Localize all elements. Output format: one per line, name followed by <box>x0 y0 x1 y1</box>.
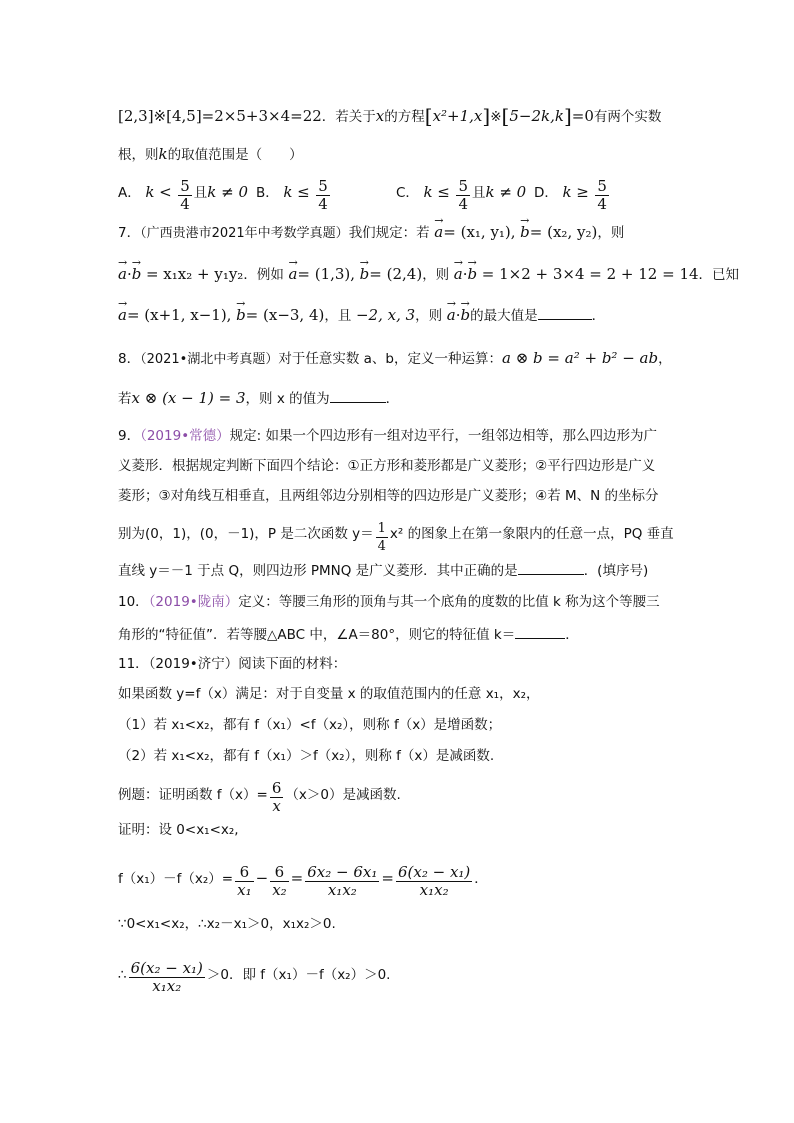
q8-source: （2021•湖北中考真题） <box>140 352 279 367</box>
q9-line-1: 9．（2019•常德）规定: 如果一个四边形有一组对边平行，一组邻边相等，那么四边形为广 <box>118 428 658 444</box>
q7-number: 7． <box>118 225 141 241</box>
q10-line-2: 角形的“特征值”．若等腰△ABC 中，∠A＝80°，则它的特征值 k＝ ． <box>118 624 579 645</box>
q7-source: （广西贵港市2021年中考数学真题） <box>140 226 349 241</box>
q7-line-1: 7．（广西贵港市2021年中考数学真题）我们规定：若 → a= (x₁, y₁), → b= (x₂, y₂)，则 <box>118 222 624 244</box>
q9-line-5: 直线 y＝－1 于点 Q，则四边形 PMNQ 是广义菱形．其中正确的是 ．(填序号) <box>118 560 648 581</box>
q11-example: 例题：证明函数 f（x）= $\frac{6}{x}$ （x＞0）是减函数. <box>118 779 401 815</box>
q11-p2: （1）若 x₁<x₂，都有 f（x₁）<f（x₂），则称 f（x）是增函数； <box>118 717 502 733</box>
q11-therefore: ∴ $\frac{\text{6(x₂ − x₁)}}{\text{x₁x₂}}$ ＞0．即 f（x₁）－f（x₂）＞0. <box>118 959 391 995</box>
option-c[interactable]: C． k ≤ $\frac{5}{4}$ 且k ≠ 0 <box>396 177 527 213</box>
q9-line-2: 义菱形．根据规定判断下面四个结论：①正方形和菱形都是广义菱形；②平行四边形是广义 <box>118 458 656 474</box>
q11-p1: 如果函数 y=f（x）满足：对于自变量 x 的取值范围内的任意 x₁，x₂， <box>118 686 540 702</box>
q10-number: 10． <box>118 594 149 610</box>
option-d[interactable]: D． k ≥ $\frac{5}{4}$ <box>534 177 607 213</box>
q11-calc: f（x₁）－f（x₂）= $\frac{6}{\text{x₁}}$ − $\frac{6}{\text{x₂}}$ = $\frac{\text{6x₂ − 6x₁}}{\text{x₁x₂}}$ = $\frac{\text{6(x₂ − x₁)}}{\text{x₁x₂}}$ ． <box>118 863 488 899</box>
q11-number: 11． <box>118 656 149 672</box>
q6-line-2: 根，则k的取值范围是（ ） <box>118 145 303 163</box>
q8-line-2: 若x ⊗ (x − 1) = 3，则 x 的值为 ． <box>118 389 400 407</box>
q6-right-arg: 5−2k,k <box>509 107 564 125</box>
q11-source: （2019•济宁） <box>148 656 239 672</box>
q10-answer-blank[interactable] <box>515 624 565 639</box>
option-a[interactable]: A． k < $\frac{5}{4}$ 且k ≠ 0 <box>118 177 249 213</box>
q11-proof: 证明：设 0<x₁<x₂, <box>118 822 239 838</box>
q6-left-arg: x²+1,x <box>432 107 483 125</box>
option-b[interactable]: B． k ≤ $\frac{5}{4}$ <box>256 177 328 213</box>
q8-answer-blank[interactable] <box>330 388 386 403</box>
q10-source: （2019•陇南） <box>148 594 239 610</box>
q11-line-1: 11．（2019•济宁）阅读下面的材料： <box>118 656 347 672</box>
q7-line-2: → a·→ b = x₁x₂ + y₁y₂．例如 → a= (1,3), → b= (2,4)，则 → a·→ b = 1×2 + 3×4 = 2 + 12 = 14．已知 <box>118 264 739 285</box>
q9-line-3: 菱形；③对角线互相垂直，且两组邻边分别相等的四边形是广义菱形；④若 M、N 的坐标分 <box>118 488 659 504</box>
q6-line-1: [2,3]※[4,5]=2×5+3×4=22．若关于x的方程[x²+1,x]※[5−2k,k]=0有两个实数 <box>118 104 662 128</box>
q7-answer-blank[interactable] <box>538 305 592 320</box>
q10-line-1: 10．（2019•陇南）定义：等腰三角形的顶角与其一个底角的度数的比值 k 称为这个等腰三 <box>118 594 660 610</box>
q9-answer-blank[interactable] <box>518 560 584 575</box>
q9-number: 9． <box>118 428 141 444</box>
q6-def-line: [2,3]※[4,5]=2×5+3×4=22 <box>118 107 322 125</box>
q8-line-1: 8．（2021•湖北中考真题）对于任意实数 a、b，定义一种运算：a ⊗ b = a² + b² − ab， <box>118 349 672 367</box>
q11-p3: （2）若 x₁<x₂，都有 f（x₁）＞f（x₂），则称 f（x）是减函数. <box>118 748 495 764</box>
q9-source: （2019•常德） <box>140 428 230 444</box>
q11-because: ∵0<x₁<x₂，∴x₂－x₁＞0，x₁x₂＞0. <box>118 916 336 932</box>
q8-number: 8． <box>118 351 141 367</box>
q7-line-3: → a= (x+1, x−1), → b= (x−3, 4)，且 −2, x, 3，则 → a·→ b的最大值是 ． <box>118 305 605 326</box>
q9-line-4: 别为(0，1)，(0，－1)，P 是二次函数 y＝ $\frac{1}{4}$ x² 的图象上在第一象限内的任意一点，PQ 垂直 <box>118 521 674 554</box>
